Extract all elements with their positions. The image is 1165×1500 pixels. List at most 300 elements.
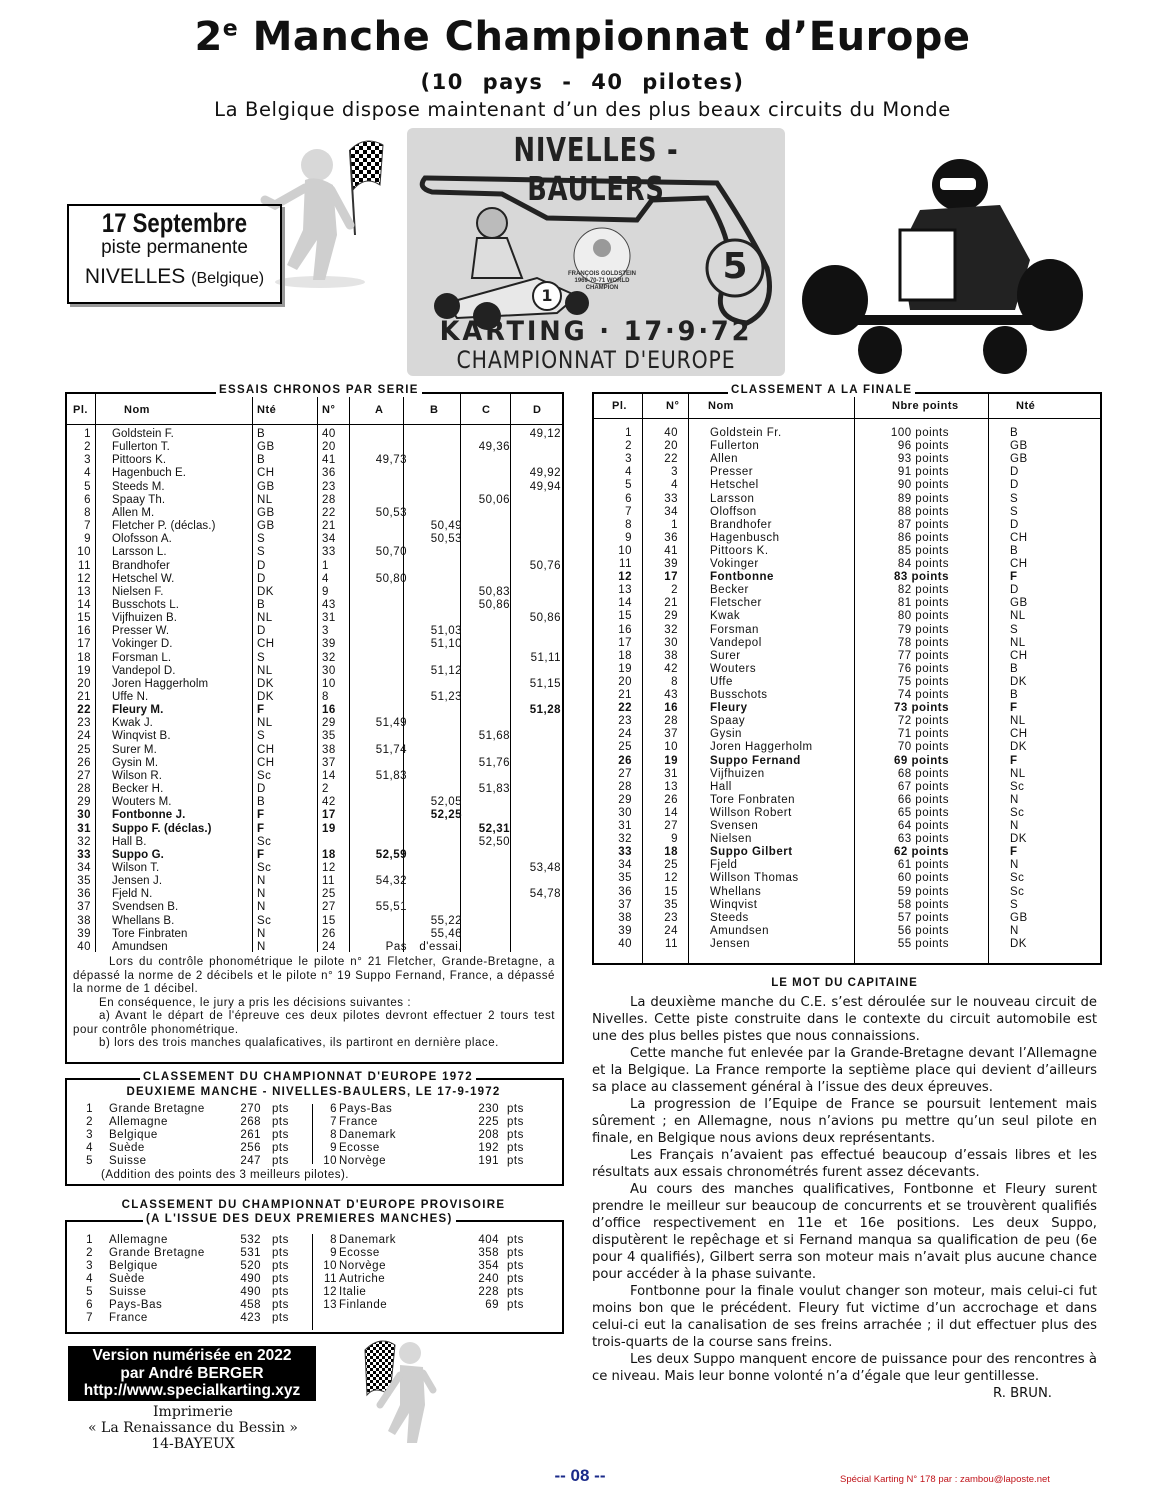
table-row xyxy=(67,836,562,849)
place: 4 xyxy=(86,1142,93,1154)
team-row xyxy=(67,1273,562,1286)
country: Autriche xyxy=(339,1273,386,1285)
provisional-classification-title: CLASSEMENT DU CHAMPIONNAT D'EUROPE PROVISOIRE xyxy=(121,1199,506,1211)
nationality: D xyxy=(257,559,266,572)
kart-number: 1 xyxy=(671,518,678,531)
points: 67 points xyxy=(897,780,949,793)
country: Suisse xyxy=(109,1286,147,1298)
kart-number: 4 xyxy=(322,572,329,585)
name: Uffe xyxy=(710,675,733,688)
points-unit: pts xyxy=(507,1260,524,1272)
kart-number: 32 xyxy=(664,623,678,636)
points: 228 xyxy=(478,1286,499,1298)
time-d: 50,86 xyxy=(529,612,561,625)
table-row xyxy=(594,807,1100,820)
nationality: CH xyxy=(257,467,275,480)
table-row xyxy=(67,625,562,638)
time-c: 51,76 xyxy=(478,756,510,769)
kart-number: 39 xyxy=(322,638,336,651)
kart-number: 38 xyxy=(664,649,678,662)
nationality: B xyxy=(257,796,266,809)
kart-number: 39 xyxy=(664,558,678,570)
table-row xyxy=(67,678,562,691)
name: Jensen xyxy=(710,937,751,950)
table-row xyxy=(594,453,1100,466)
place: 21 xyxy=(77,691,91,703)
table-row xyxy=(67,428,562,441)
kart-number: 42 xyxy=(664,662,678,675)
place: 40 xyxy=(77,940,91,953)
place: 32 xyxy=(77,835,91,848)
nationality: DK xyxy=(1010,741,1027,754)
time-a: 54,32 xyxy=(375,875,407,888)
team-row xyxy=(67,1247,562,1260)
table-row xyxy=(67,888,562,901)
column-header: Nté xyxy=(1016,400,1036,412)
nationality: S xyxy=(1010,623,1019,636)
points-unit: pts xyxy=(272,1286,289,1298)
kart-number: 35 xyxy=(664,898,678,911)
nationality: GB xyxy=(257,480,275,493)
place: 1 xyxy=(86,1103,93,1115)
time-a: Pas xyxy=(385,940,407,953)
points: 65 points xyxy=(897,806,949,819)
name: Wouters M. xyxy=(112,796,172,809)
points-unit: pts xyxy=(272,1247,289,1259)
note-paragraph: b) lors des trois manches qualaficatives, ils partiront en dernière place. xyxy=(99,1037,499,1049)
nationality: B xyxy=(257,598,266,611)
place: 14 xyxy=(77,598,91,611)
name: Fleury M. xyxy=(112,704,164,717)
nationality: CH xyxy=(1010,531,1028,544)
column-header: N° xyxy=(666,400,680,412)
name: Allen xyxy=(710,453,739,466)
points: 69 xyxy=(485,1299,499,1311)
table-row xyxy=(67,586,562,599)
place: 37 xyxy=(77,901,91,914)
place: 2 xyxy=(86,1247,93,1259)
kart-number: 27 xyxy=(322,901,336,914)
points: 55 points xyxy=(897,937,949,950)
place: 35 xyxy=(77,875,91,888)
nationality: GB xyxy=(257,506,275,519)
nationality: D xyxy=(257,783,266,796)
table-row xyxy=(67,546,562,559)
note-paragraph: Lors du contrôle phonométrique le pilote n° 21 Fletcher, Grande-Bretagne, a dépassé la norme de 2 décibels et le pilote n° 19 Suppo Fernand, France, a dépassé la norme de 1 décibel. xyxy=(73,956,555,995)
column-header: B xyxy=(430,404,439,416)
country: Pays-Bas xyxy=(339,1103,393,1115)
name: Winqvist B. xyxy=(112,730,171,743)
table-row xyxy=(594,728,1100,741)
place: 9 xyxy=(625,531,632,544)
kart-number: 14 xyxy=(664,806,678,819)
place: 28 xyxy=(77,783,91,796)
points-unit: pts xyxy=(507,1142,524,1154)
place: 40 xyxy=(618,937,632,950)
points-unit: pts xyxy=(272,1142,289,1154)
country: France xyxy=(109,1312,148,1324)
place: 9 xyxy=(84,533,91,546)
kart-number: 3 xyxy=(322,625,329,638)
country: Allemagne xyxy=(109,1116,168,1128)
kart-driver-illustration xyxy=(800,150,1100,375)
table-row xyxy=(594,781,1100,794)
event-date: 17 Septembre xyxy=(101,208,248,238)
table-row xyxy=(67,652,562,665)
kart-number: 40 xyxy=(664,427,678,439)
name: Surer M. xyxy=(112,743,157,756)
time-c: 51,68 xyxy=(478,730,510,743)
points-unit: pts xyxy=(507,1247,524,1259)
time-c: 50,83 xyxy=(478,585,510,598)
kart-number: 16 xyxy=(322,704,336,717)
points: 60 points xyxy=(897,872,949,885)
time-b: d'essai. xyxy=(419,940,462,953)
country: Allemagne xyxy=(109,1234,168,1246)
event-track-type: piste permanente xyxy=(101,237,248,258)
name: Winqvist xyxy=(710,898,758,911)
place: 14 xyxy=(618,597,632,610)
table-row xyxy=(594,833,1100,846)
poster-subtitle: CHAMPIONNAT D'EUROPE xyxy=(456,346,736,374)
name: Amundsen xyxy=(112,940,168,953)
table-row xyxy=(67,507,562,520)
kart-number: 3 xyxy=(671,466,678,479)
printer-name: « La Renaissance du Bessin » xyxy=(88,1420,298,1436)
time-c: 49,36 xyxy=(478,441,510,454)
place: 32 xyxy=(618,833,632,846)
name: Presser W. xyxy=(112,625,170,638)
points: 531 xyxy=(240,1247,261,1259)
name: Svensen xyxy=(710,820,759,832)
place: 5 xyxy=(86,1286,93,1298)
name: Fullerton T. xyxy=(112,441,170,454)
country: Grande Bretagne xyxy=(109,1103,205,1115)
time-a: 51,49 xyxy=(375,717,407,730)
final-table-title: CLASSEMENT A LA FINALE xyxy=(728,384,915,397)
place: 35 xyxy=(618,872,632,885)
name: Nielsen F. xyxy=(112,585,164,598)
name: Gysin M. xyxy=(112,756,159,769)
qualifying-times-table xyxy=(65,392,564,1064)
title-superscript: e xyxy=(222,16,239,42)
points: 86 points xyxy=(897,531,949,544)
nationality: Sc xyxy=(257,835,272,848)
points: 81 points xyxy=(897,597,949,610)
points: 61 points xyxy=(897,859,949,872)
place: 24 xyxy=(77,730,91,743)
nationality: S xyxy=(257,730,266,743)
points: 77 points xyxy=(897,649,949,662)
table-row xyxy=(67,533,562,546)
points-unit: pts xyxy=(272,1103,289,1115)
printer-label: Imprimerie xyxy=(153,1404,233,1420)
nationality: F xyxy=(257,809,265,822)
footer-credit: Spécial Karting N° 178 par : zambou@laposte.net xyxy=(840,1474,1050,1485)
place: 3 xyxy=(84,454,91,467)
qualifying-table-title: ESSAIS CHRONOS PAR SERIE xyxy=(216,384,422,397)
name: Busschots xyxy=(710,689,768,701)
name: Forsman xyxy=(710,623,759,636)
kart-number: 26 xyxy=(322,927,336,940)
country: Norvège xyxy=(339,1260,386,1272)
name: Hall B. xyxy=(112,835,147,848)
nationality: GB xyxy=(1010,911,1028,924)
kart-number: 20 xyxy=(664,440,678,453)
place: 28 xyxy=(618,780,632,793)
points: 80 points xyxy=(897,610,949,623)
points: 191 xyxy=(478,1155,499,1167)
table-row xyxy=(67,744,562,757)
kart-number: 2 xyxy=(671,584,678,597)
team-row xyxy=(67,1312,562,1325)
nationality: D xyxy=(257,572,266,585)
nationality: D xyxy=(1010,584,1019,597)
time-b: 55,46 xyxy=(430,927,462,940)
points: 57 points xyxy=(897,911,949,924)
place: 36 xyxy=(618,885,632,898)
place: 4 xyxy=(86,1273,93,1285)
event-date-box xyxy=(67,204,282,304)
nationality: B xyxy=(1010,662,1019,675)
column-header: N° xyxy=(322,404,336,416)
nationality: DK xyxy=(1010,675,1027,688)
place: 37 xyxy=(618,898,632,911)
table-row xyxy=(67,691,562,704)
points-unit: pts xyxy=(272,1273,289,1285)
kart-number: 30 xyxy=(664,636,678,649)
name: Joren Haggerholm xyxy=(710,741,813,754)
nationality: N xyxy=(257,888,266,901)
table-row xyxy=(594,689,1100,702)
points: 404 xyxy=(478,1234,499,1246)
place: 8 xyxy=(330,1129,337,1141)
table-row xyxy=(67,441,562,454)
credit-author: par André BERGER xyxy=(120,1364,264,1382)
place: 25 xyxy=(618,741,632,754)
team-row xyxy=(67,1103,562,1116)
poster-kart-number: 1 xyxy=(541,286,553,305)
place: 9 xyxy=(330,1142,337,1154)
name: Goldstein Fr. xyxy=(710,427,782,439)
kart-number: 28 xyxy=(664,715,678,728)
points: 247 xyxy=(240,1155,261,1167)
time-a: 55,51 xyxy=(375,901,407,914)
nationality: F xyxy=(1010,846,1018,859)
nationality: N xyxy=(257,927,266,940)
name: Kwak xyxy=(710,610,741,623)
points-unit: pts xyxy=(272,1260,289,1272)
printer-info xyxy=(66,1404,320,1452)
place: 12 xyxy=(618,571,632,584)
points-unit: pts xyxy=(507,1103,524,1115)
nationality: S xyxy=(1010,492,1019,505)
credit-url[interactable]: http://www.specialkarting.xyz xyxy=(83,1382,301,1399)
name: Fjeld xyxy=(710,859,738,872)
nationality: F xyxy=(1010,571,1018,584)
table-row xyxy=(594,506,1100,519)
kart-number: 13 xyxy=(664,780,678,793)
country: Italie xyxy=(339,1286,367,1298)
nationality: NL xyxy=(1010,715,1026,728)
name: Fontbonne xyxy=(710,571,774,584)
kart-number: 23 xyxy=(322,480,336,493)
title-number: 2 xyxy=(194,14,223,60)
table-row xyxy=(594,715,1100,728)
table-row xyxy=(594,846,1100,859)
kart-number: 31 xyxy=(664,767,678,780)
points-unit: pts xyxy=(272,1129,289,1141)
nationality: B xyxy=(1010,427,1019,439)
place: 15 xyxy=(77,612,91,625)
name: Suppo Gilbert xyxy=(710,846,793,859)
column-header: Nom xyxy=(124,404,150,416)
points: 84 points xyxy=(897,558,949,570)
poster-date: KARTING · 17·9·72 xyxy=(439,316,753,347)
name: Vandepol xyxy=(710,636,762,649)
place: 39 xyxy=(77,927,91,940)
points: 423 xyxy=(240,1312,261,1324)
place: 19 xyxy=(77,664,91,677)
place: 12 xyxy=(77,572,91,585)
table-row xyxy=(67,599,562,612)
time-c: 52,31 xyxy=(478,822,510,835)
time-b: 51,03 xyxy=(430,625,462,638)
team-row xyxy=(67,1155,562,1168)
table-row xyxy=(594,899,1100,912)
article-paragraph: Fontbonne pour la finale voulut changer son moteur, mais celui-ci fut moins bon que le précédent. Fleury fut victime d’un accrochage et dans celui-ci eut la canalisation de ses freins arrachée ; il dut effectuer plus des trois-quarts de la course sans freins. xyxy=(592,1284,1097,1350)
name: Tore Fonbraten xyxy=(710,793,795,806)
country: Grande Bretagne xyxy=(109,1247,205,1259)
kart-number: 12 xyxy=(664,872,678,885)
kart-number: 25 xyxy=(322,888,336,901)
table-row xyxy=(594,912,1100,925)
points: 74 points xyxy=(897,689,949,701)
name: Nielsen xyxy=(710,833,752,846)
name: Wouters xyxy=(710,662,757,675)
points: 75 points xyxy=(897,675,949,688)
column-header: Nbre points xyxy=(892,400,959,412)
kart-number: 12 xyxy=(322,861,336,874)
table-row xyxy=(594,741,1100,754)
kart-number: 37 xyxy=(664,728,678,741)
kart-number: 41 xyxy=(664,544,678,557)
nationality: CH xyxy=(1010,728,1028,741)
points-unit: pts xyxy=(507,1299,524,1311)
kart-number: 10 xyxy=(664,741,678,754)
name: Fletscher xyxy=(710,597,762,610)
table-row xyxy=(67,862,562,875)
place: 6 xyxy=(330,1103,337,1115)
points: 93 points xyxy=(897,453,949,466)
nationality: DK xyxy=(1010,833,1027,846)
name: Vijfhuizen B. xyxy=(112,612,178,625)
points: 71 points xyxy=(897,728,949,741)
table-row xyxy=(594,427,1100,440)
kart-number: 9 xyxy=(671,833,678,846)
name: Spaay Th. xyxy=(112,493,166,506)
event-city: NIVELLES xyxy=(84,265,186,288)
place: 18 xyxy=(618,649,632,662)
points-unit: pts xyxy=(272,1155,289,1167)
time-b: 51,12 xyxy=(430,664,462,677)
name: Vokinger xyxy=(710,558,759,570)
kart-number: 29 xyxy=(664,610,678,623)
points: 73 points xyxy=(894,702,949,715)
name: Fletcher P. (déclas.) xyxy=(112,520,216,533)
nationality: GB xyxy=(257,520,275,533)
place: 5 xyxy=(625,479,632,492)
time-b: 52,05 xyxy=(430,796,462,809)
points-unit: pts xyxy=(507,1129,524,1141)
nationality: GB xyxy=(1010,597,1028,610)
kart-number: 9 xyxy=(322,585,329,598)
team-note: (Addition des points des 3 meilleurs pilotes). xyxy=(101,1169,350,1181)
name: Becker H. xyxy=(112,783,164,796)
table-row xyxy=(594,663,1100,676)
table-row xyxy=(594,532,1100,545)
nationality: DK xyxy=(1010,937,1027,950)
points: 87 points xyxy=(897,518,949,531)
table-row xyxy=(67,783,562,796)
name: Wilson T. xyxy=(112,861,160,874)
nationality: GB xyxy=(257,441,275,454)
place: 23 xyxy=(77,717,91,730)
place: 25 xyxy=(77,743,91,756)
nationality: NL xyxy=(1010,636,1026,649)
kart-number: 24 xyxy=(322,940,336,953)
name: Forsman L. xyxy=(112,651,172,664)
place: 29 xyxy=(618,793,632,806)
name: Vandepol D. xyxy=(112,664,176,677)
table-row xyxy=(594,519,1100,532)
table-row xyxy=(594,584,1100,597)
place: 29 xyxy=(77,796,91,809)
kart-number: 35 xyxy=(322,730,336,743)
place: 22 xyxy=(618,702,632,715)
page-tagline: La Belgique dispose maintenant d’un des plus beaux circuits du Monde xyxy=(214,98,951,121)
place: 5 xyxy=(84,480,91,493)
kart-number: 41 xyxy=(322,454,336,467)
kart-number: 36 xyxy=(322,467,336,480)
table-row xyxy=(594,493,1100,506)
place: 21 xyxy=(618,689,632,701)
event-country: (Belgique) xyxy=(191,270,265,287)
article-paragraph: La deuxième manche du C.E. s’est déroulée sur le nouveau circuit de Nivelles. Cette piste construite dans le contexte du circuit automobile est une des plus belles pistes que nous connaissions. xyxy=(592,995,1097,1044)
nationality: S xyxy=(257,533,266,546)
page-subtitle: (10 pays - 40 pilotes) xyxy=(420,70,745,94)
table-row xyxy=(67,520,562,533)
team-row xyxy=(67,1129,562,1142)
place: 18 xyxy=(77,651,91,664)
points: 83 points xyxy=(894,571,949,584)
points-unit: pts xyxy=(507,1286,524,1298)
points: 458 xyxy=(240,1299,261,1311)
points: 208 xyxy=(478,1129,499,1141)
name: Uffe N. xyxy=(112,691,149,703)
event-location xyxy=(69,265,280,289)
name: Whellans xyxy=(710,885,762,898)
nationality: NL xyxy=(257,717,273,730)
time-b: 50,53 xyxy=(430,533,462,546)
kart-number: 18 xyxy=(322,848,336,861)
place: 12 xyxy=(323,1286,337,1298)
kart-number: 14 xyxy=(322,769,336,782)
place: 27 xyxy=(77,769,91,782)
kart-number: 15 xyxy=(664,885,678,898)
time-b: 51,23 xyxy=(430,691,462,703)
points: 358 xyxy=(478,1247,499,1259)
